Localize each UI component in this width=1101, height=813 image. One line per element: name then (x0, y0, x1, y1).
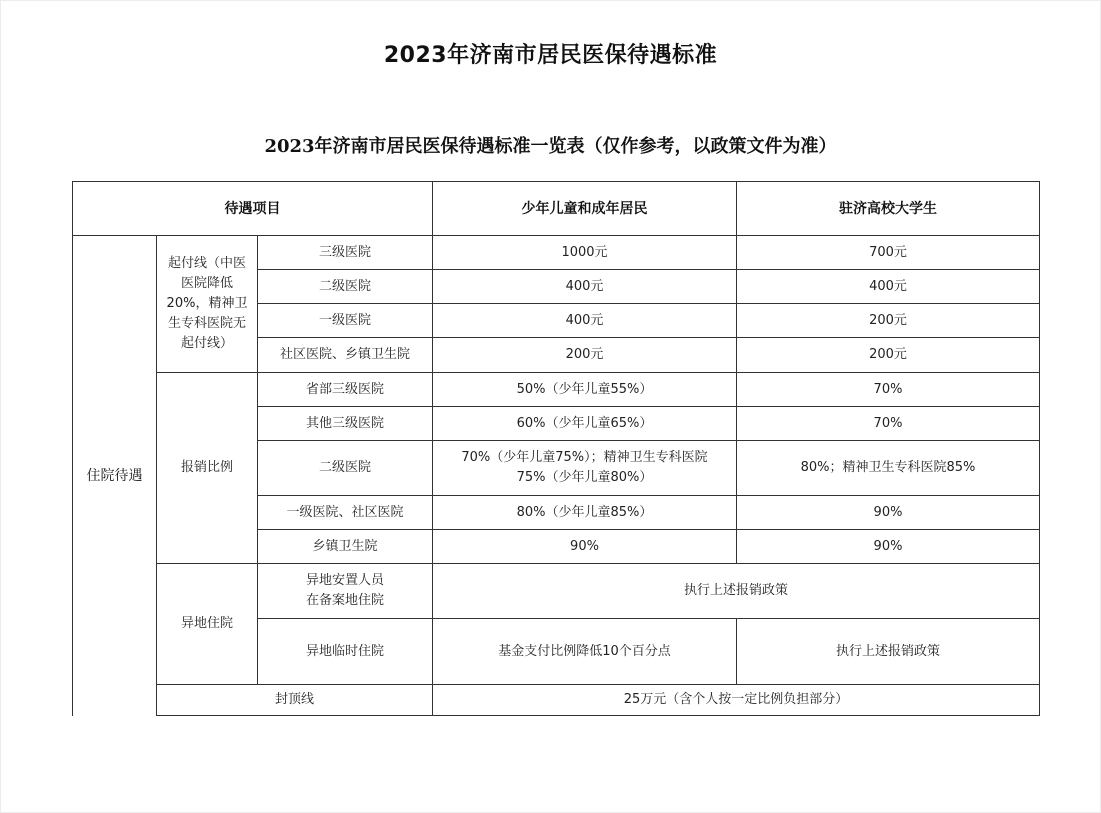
hospital-level: 二级医院 (258, 441, 433, 496)
students-value: 200元 (737, 304, 1040, 338)
residents-value: 60%（少年儿童65%） (433, 407, 737, 441)
residents-value: 1000元 (433, 236, 737, 270)
table-row (73, 373, 1040, 407)
students-value: 200元 (737, 338, 1040, 373)
remote-type: 异地安置人员 在备案地住院 (258, 564, 433, 619)
reimbursement-label: 报销比例 (157, 373, 258, 564)
students-value: 700元 (737, 236, 1040, 270)
students-value: 90% (737, 496, 1040, 530)
table-row (73, 564, 1040, 619)
remote-label: 异地住院 (157, 564, 258, 685)
remote-type: 异地临时住院 (258, 619, 433, 685)
page-title: 2023年济南市居民医保待遇标准 (383, 43, 718, 68)
header-residents: 少年儿童和成年居民 (433, 182, 737, 236)
cap-label: 封顶线 (157, 685, 433, 716)
remote-merged-value: 执行上述报销政策 (433, 564, 1040, 619)
table-row (73, 685, 1040, 716)
residents-value: 基金支付比例降低10个百分点 (433, 619, 737, 685)
students-value: 400元 (737, 270, 1040, 304)
category-inpatient: 住院待遇 (73, 236, 157, 716)
residents-value: 400元 (433, 304, 737, 338)
students-value: 70% (737, 407, 1040, 441)
residents-value: 400元 (433, 270, 737, 304)
students-value: 90% (737, 530, 1040, 564)
hospital-level: 二级医院 (258, 270, 433, 304)
header-students: 驻济高校大学生 (737, 182, 1040, 236)
benefits-table (72, 181, 1040, 716)
students-value: 80%；精神卫生专科医院85% (737, 441, 1040, 496)
students-value: 执行上述报销政策 (737, 619, 1040, 685)
residents-value: 80%（少年儿童85%） (433, 496, 737, 530)
hospital-level: 一级医院、社区医院 (258, 496, 433, 530)
residents-value: 200元 (433, 338, 737, 373)
cap-value: 25万元（含个人按一定比例负担部分） (433, 685, 1040, 716)
hospital-level: 省部三级医院 (258, 373, 433, 407)
residents-value: 70%（少年儿童75%）；精神卫生专科医院 75%（少年儿童80%） (433, 441, 737, 496)
table-row (73, 236, 1040, 270)
hospital-level: 其他三级医院 (258, 407, 433, 441)
residents-value: 50%（少年儿童55%） (433, 373, 737, 407)
students-value: 70% (737, 373, 1040, 407)
deductible-label: 起付线（中医 医院降低 20%，精神卫 生专科医院无 起付线） (157, 236, 258, 373)
table-title: 2023年济南市居民医保待遇标准一览表（仅作参考，以政策文件为准） (264, 136, 837, 157)
hospital-level: 乡镇卫生院 (258, 530, 433, 564)
header-item: 待遇项目 (73, 182, 433, 236)
table-header-row (73, 182, 1040, 236)
hospital-level: 一级医院 (258, 304, 433, 338)
hospital-level: 三级医院 (258, 236, 433, 270)
hospital-level: 社区医院、乡镇卫生院 (258, 338, 433, 373)
residents-value: 90% (433, 530, 737, 564)
